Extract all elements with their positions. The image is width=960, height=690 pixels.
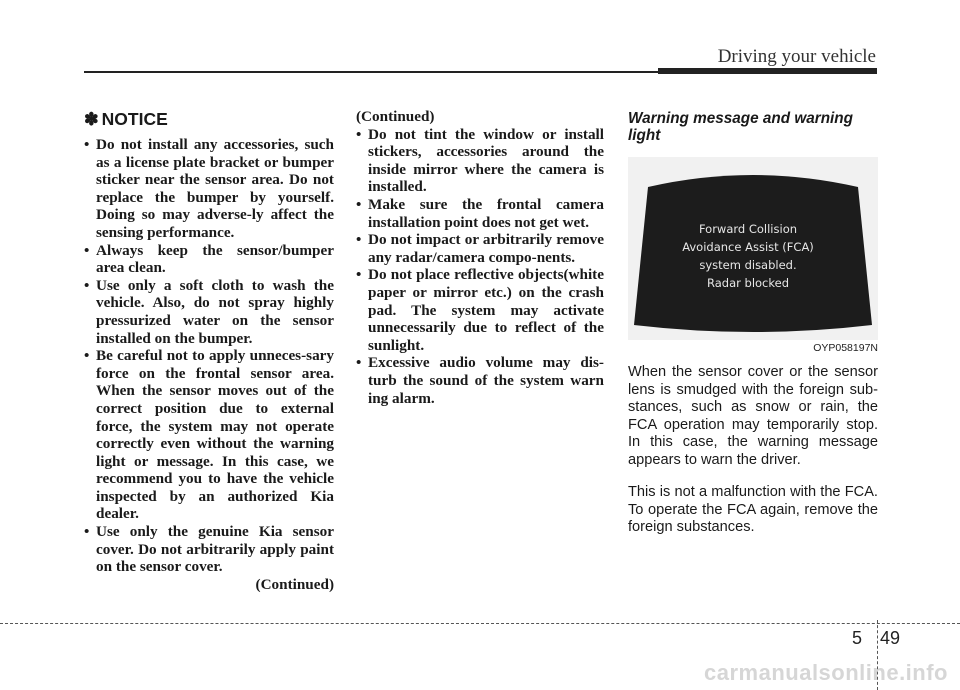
cluster-display-illustration	[628, 157, 878, 340]
cluster-display-figure	[628, 157, 878, 340]
body-paragraph: This is not a malfunction with the FCA. To operate the FCA again, remove the foreign substances.	[628, 484, 878, 536]
notice-item: • Use only the genuine Kia sensor cover. Do not arbitrarily apply paint on the sensor cover.	[84, 523, 334, 576]
notice-column-2	[356, 108, 604, 407]
notice-item: • Make sure the frontal camera installation point does not get wet.	[356, 196, 604, 231]
header-rule-thick	[658, 68, 877, 74]
notice-item: • Do not tint the window or install stickers, accessories around the inside mirror where the camera is installed.	[356, 126, 604, 196]
notice-heading-text: NOTICE	[101, 109, 168, 129]
notice-column-1	[84, 108, 334, 593]
notice-heading	[84, 108, 334, 130]
chapter-number: 5	[851, 628, 862, 648]
display-line-3: system disabled.	[699, 258, 797, 272]
page-number: 49	[880, 628, 901, 648]
continued-label: (Continued)	[356, 108, 435, 125]
display-line-2: Avoidance Assist (FCA)	[682, 240, 814, 254]
notice-item: • Always keep the sensor/bumper area clean.	[84, 242, 334, 277]
notice-star-icon: ✽	[84, 109, 99, 129]
body-paragraph: When the sensor cover or the sensor lens is smudged with the foreign sub-stances, such as snow or rain, the FCA operation may temporarily stop. In this case, the warning message appears to warn the driver.	[628, 364, 878, 468]
watermark: carmanualsonline.info	[704, 660, 948, 685]
notice-item: • Use only a soft cloth to wash the vehicle. Also, do not spray highly pressurized water on the sensor installed on the bumper.	[84, 277, 334, 347]
warning-section	[628, 110, 878, 144]
notice-item: • Do not impact or arbitrarily remove any radar/camera compo-nents.	[356, 231, 604, 266]
notice-item: • Be careful not to apply unneces-sary force on the frontal sensor area. When the sensor moves out of the correct position due to external force, the system may not operate correctly even without the warning light or message. In this case, we recommend you to have the vehicle inspected by an authorized Kia dealer.	[84, 347, 334, 523]
header-rule-thin	[84, 71, 658, 73]
display-line-4: Radar blocked	[707, 276, 789, 290]
figure-code: OYP058197N	[813, 342, 878, 354]
notice-list-2	[356, 126, 604, 408]
continued-label: (Continued)	[255, 575, 334, 593]
notice-item: • Do not install any accessories, such as a license plate bracket or bumper sticker near the sensor area. Do not replace the bumper by yourself. Doing so may adverse-ly affect the sensing performance.	[84, 136, 334, 242]
page-header-title: Driving your vehicle	[717, 46, 876, 67]
notice-item: • Excessive audio volume may dis-turb the sound of the system warn ing alarm.	[356, 354, 604, 407]
display-line-1: Forward Collision	[698, 222, 798, 236]
footer-rule	[0, 623, 960, 624]
notice-item: • Do not place reflective objects(white paper or mirror etc.) on the crash pad. The system may activate unnecessarily due to reflect of the sunlight.	[356, 266, 604, 354]
section-heading: Warning message and warning light	[628, 110, 853, 144]
notice-list-1	[84, 136, 334, 576]
